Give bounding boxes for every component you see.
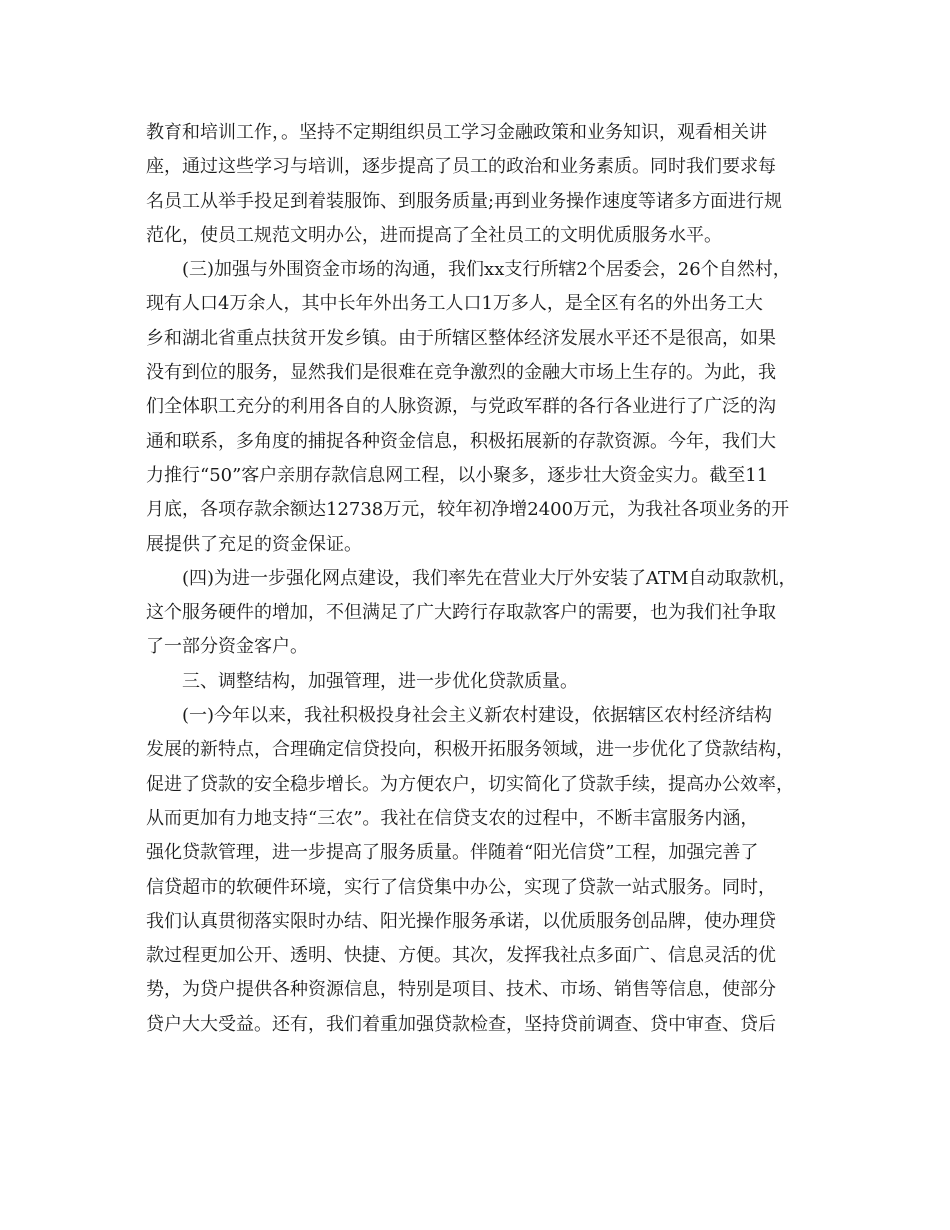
text-line: 们全体职工充分的利用各自的人脉资源，与党政军群的各行各业进行了广泛的沟 bbox=[146, 396, 776, 418]
text-line: 通和联系，多角度的捕捉各种资金信息，积极拓展新的存款资源。今年，我们大 bbox=[146, 430, 776, 452]
text-line: 款过程更加公开、透明、快捷、方便。其次，发挥我社点多面广、信息灵活的优 bbox=[146, 945, 776, 967]
section-heading: 三、调整结构，加强管理，进一步优化贷款质量。 bbox=[182, 670, 578, 692]
text-line: 贷户大大受益。还有，我们着重加强贷款检查，坚持贷前调查、贷中审查、贷后 bbox=[146, 1013, 776, 1035]
text-line: 这个服务硬件的增加，不但满足了广大跨行存取款客户的需要，也为我们社争取 bbox=[146, 602, 776, 624]
text-line: 现有人口4万余人，其中长年外出务工人口1万多人，是全区有名的外出务工大 bbox=[146, 293, 763, 315]
text-line: 势，为贷户提供各种资源信息，特别是项目、技术、市场、销售等信息，使部分 bbox=[146, 979, 776, 1001]
text-line: 名员工从举手投足到着装服饰、到服务质量;再到业务操作速度等诸多方面进行规 bbox=[146, 190, 783, 212]
text-line: 没有到位的服务，显然我们是很难在竞争激烈的金融大市场上生存的。为此，我 bbox=[146, 362, 776, 384]
paragraph-start-line: (三)加强与外围资金市场的沟通，我们xx支行所辖2个居委会，26个自然村， bbox=[182, 259, 791, 281]
text-line: 月底，各项存款余额达12738万元，较年初净增2400万元，为我社各项业务的开 bbox=[146, 499, 790, 521]
text-line: 信贷超市的软硬件环境，实行了信贷集中办公，实现了贷款一站式服务。同时， bbox=[146, 876, 776, 898]
text-line: 范化，使员工规范文明办公，进而提高了全社员工的文明优质服务水平。 bbox=[146, 224, 722, 246]
text-line: 乡和湖北省重点扶贫开发乡镇。由于所辖区整体经济发展水平还不是很高，如果 bbox=[146, 327, 776, 349]
text-line: 展提供了充足的资金保证。 bbox=[146, 533, 362, 555]
text-line: 座，通过这些学习与培训，逐步提高了员工的政治和业务素质。同时我们要求每 bbox=[146, 156, 776, 178]
text-line: 教育和培训工作，。坚持不定期组织员工学习金融政策和业务知识，观看相关讲 bbox=[146, 122, 767, 143]
text-line: 了一部分资金客户。 bbox=[146, 636, 308, 658]
paragraph-start-line: (一)今年以来，我社积极投身社会主义新农村建设，依据辖区农村经济结构 bbox=[182, 705, 773, 727]
text-line: 发展的新特点，合理确定信贷投向，积极开拓服务领域，进一步优化了贷款结构， bbox=[146, 739, 794, 761]
text-line: 从而更加有力地支持“三农”。我社在信贷支农的过程中，不断丰富服务内涵， bbox=[146, 807, 759, 829]
paragraph-start-line: (四)为进一步强化网点建设，我们率先在营业大厅外安装了ATM自动取款机， bbox=[182, 567, 797, 589]
text-line: 我们认真贯彻落实限时办结、阳光操作服务承诺，以优质服务创品牌，使办理贷 bbox=[146, 910, 776, 932]
body-text bbox=[146, 116, 806, 1042]
text-line: 力推行“50”客户亲朋存款信息网工程，以小聚多，逐步壮大资金实力。截至11 bbox=[146, 464, 769, 486]
text-line: 促进了贷款的安全稳步增长。为方便农户，切实简化了贷款手续，提高办公效率， bbox=[146, 773, 794, 795]
text-line: 强化贷款管理，进一步提高了服务质量。伴随着“阳光信贷”工程，加强完善了 bbox=[146, 842, 759, 864]
